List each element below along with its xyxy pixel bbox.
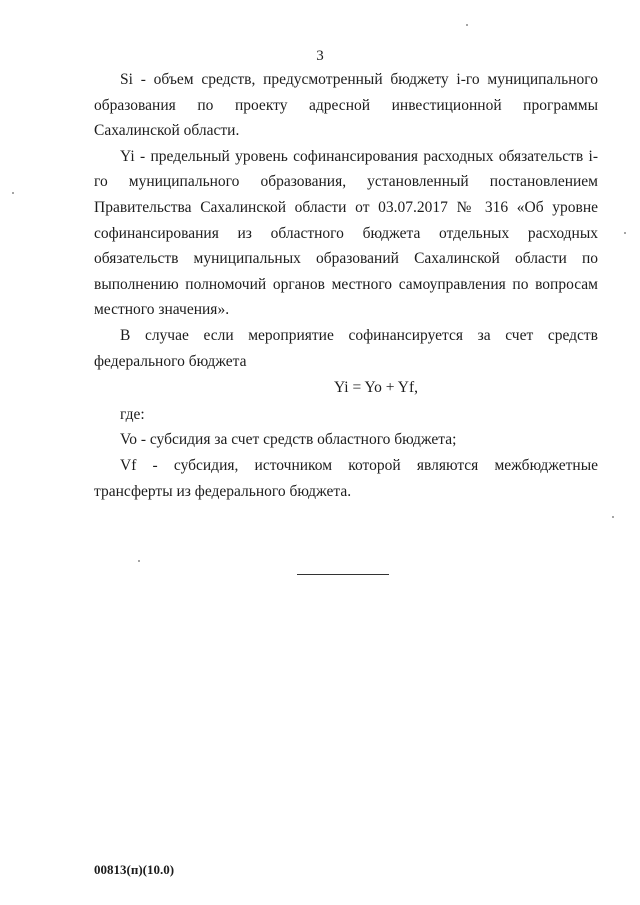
document-code: 00813(п)(10.0) xyxy=(94,862,175,877)
scan-speck xyxy=(624,232,626,234)
paragraph-si-definition: Si - объем средств, предусмотренный бюджету i-го муниципального образования по проекту адресной инвестиционной программы Сахалинской области. xyxy=(94,71,598,140)
where-label: где: xyxy=(120,405,145,423)
scan-speck xyxy=(466,24,468,26)
scan-speck xyxy=(138,560,140,562)
scan-speck xyxy=(612,516,614,518)
end-of-text-rule xyxy=(297,574,389,575)
paragraph-federal-budget-case: В случае если мероприятие софинансируется за счет средств федерального бюджета xyxy=(94,326,598,370)
page-number: 3 xyxy=(316,48,324,64)
scan-speck xyxy=(12,192,14,194)
paragraph-vo-definition: Vo - субсидия за счет средств областного бюджета; xyxy=(120,431,457,449)
paragraph-yi-definition: Yi - предельный уровень софинансирования расходных обязательств i-го муниципального образования, установленный постановлением Правительства Сахалинской области от 03.07.2017 № 316 «Об уровне софинансирования из областного бюджета отдельных расходных обязательств муниципальных образований Сахалинской области по выполнению полномочий органов местного самоуправления по вопросам местного значения». xyxy=(94,147,598,319)
paragraph-vf-definition: Vf - субсидия, источником которой являются межбюджетные трансферты из федерального бюджета. xyxy=(94,456,598,500)
document-body xyxy=(94,67,598,504)
formula: Yi = Yo + Yf, xyxy=(333,379,419,397)
